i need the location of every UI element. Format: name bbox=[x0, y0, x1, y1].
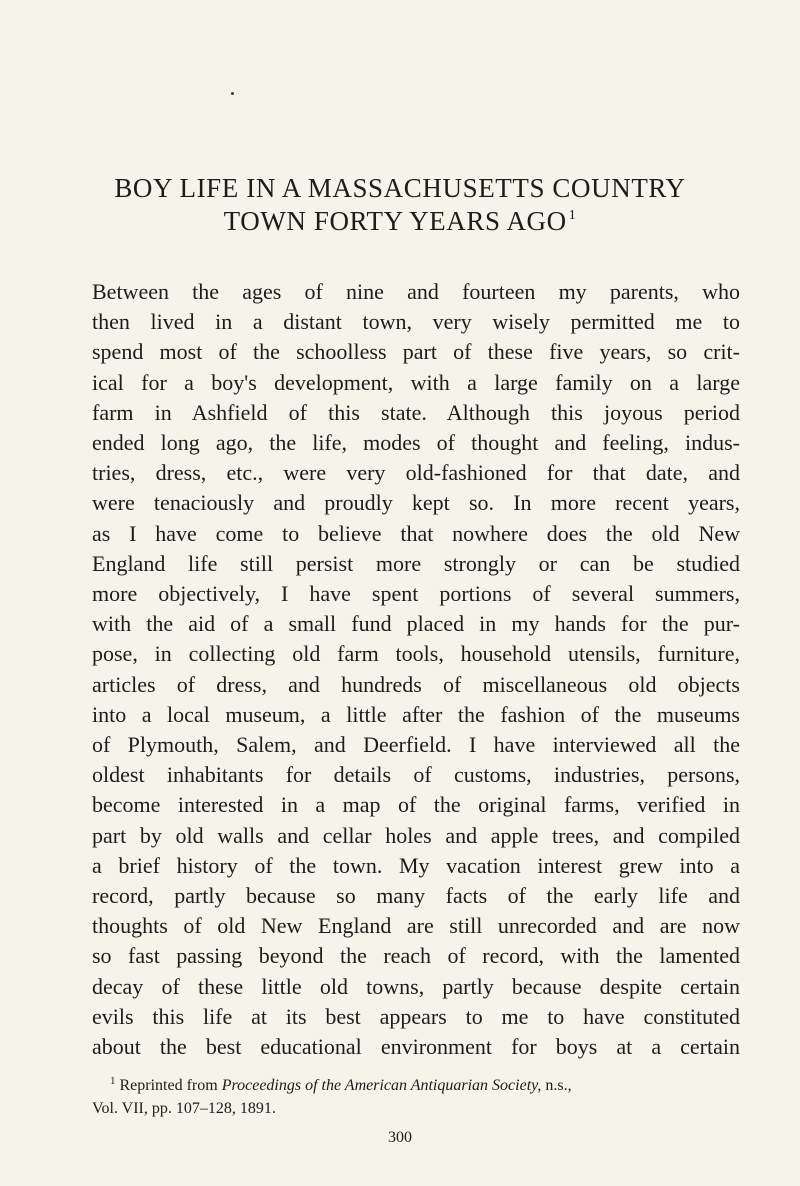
page-number: 300 bbox=[388, 1129, 412, 1146]
body-line: so fast passing beyond the reach of record, with the lamented bbox=[92, 943, 740, 969]
title-line-2 bbox=[60, 205, 740, 238]
body-line: ended long ago, the life, modes of thought and feeling, indus- bbox=[92, 430, 740, 456]
footnote-prefix: Reprinted from bbox=[119, 1077, 218, 1094]
print-speck bbox=[231, 92, 234, 95]
body-line: more objectively, I have spent portions of several summers, bbox=[92, 581, 740, 607]
footnote-marker: 1 bbox=[110, 1075, 116, 1087]
title-line-1: BOY LIFE IN A MASSACHUSETTS COUNTRY bbox=[114, 173, 686, 203]
body-line: about the best educational environment for boys at a certain bbox=[92, 1034, 740, 1060]
body-line: of Plymouth, Salem, and Deerfield. I have interviewed all the bbox=[92, 732, 740, 758]
title-footnote-ref: 1 bbox=[568, 208, 577, 223]
body-line: England life still persist more strongly or can be studied bbox=[92, 550, 740, 576]
footnote-source: Proceedings of the American Antiquarian Society, bbox=[221, 1077, 542, 1094]
body-line: into a local museum, a little after the fashion of the museums bbox=[92, 701, 740, 727]
body-line: a brief history of the town. My vacation interest grew into a bbox=[92, 852, 740, 878]
body-paragraph bbox=[92, 277, 740, 1062]
body-line: decay of these little old towns, partly because despite certain bbox=[92, 973, 740, 999]
body-line: ical for a boy's development, with a large family on a large bbox=[92, 369, 740, 395]
body-line: part by old walls and cellar holes and apple trees, and compiled bbox=[92, 822, 740, 848]
body-line: evils this life at its best appears to me to have constituted bbox=[92, 1003, 740, 1029]
body-line: spend most of the schoolless part of these five years, so crit- bbox=[92, 339, 740, 365]
body-line: then lived in a distant town, very wisely permitted me to bbox=[92, 309, 740, 335]
title-line-2-text: TOWN FORTY YEARS AGO bbox=[223, 206, 567, 236]
footnote-line-2: Vol. VII, pp. 107–128, 1891. bbox=[92, 1100, 276, 1117]
body-line: pose, in collecting old farm tools, household utensils, furniture, bbox=[92, 641, 740, 667]
footnote-suffix: n.s., bbox=[545, 1077, 572, 1094]
body-line: with the aid of a small fund placed in my hands for the pur- bbox=[92, 611, 740, 637]
body-line: record, partly because so many facts of the early life and bbox=[92, 883, 740, 909]
footnote bbox=[92, 1074, 740, 1120]
body-line: become interested in a map of the original farms, verified in bbox=[92, 792, 740, 818]
body-line: Between the ages of nine and fourteen my parents, who bbox=[92, 279, 740, 304]
footnote-line-1 bbox=[92, 1074, 740, 1097]
body-line: tries, dress, etc., were very old-fashioned for that date, and bbox=[92, 460, 740, 486]
body-line: oldest inhabitants for details of customs, industries, persons, bbox=[92, 762, 740, 788]
article-title bbox=[60, 172, 740, 238]
body-line: farm in Ashfield of this state. Although this joyous period bbox=[92, 399, 740, 425]
body-line: articles of dress, and hundreds of miscellaneous old objects bbox=[92, 671, 740, 697]
body-line: thoughts of old New England are still unrecorded and are now bbox=[92, 913, 740, 939]
body-line: as I have come to believe that nowhere does the old New bbox=[92, 520, 740, 546]
body-line: were tenaciously and proudly kept so. In more recent years, bbox=[92, 490, 740, 516]
